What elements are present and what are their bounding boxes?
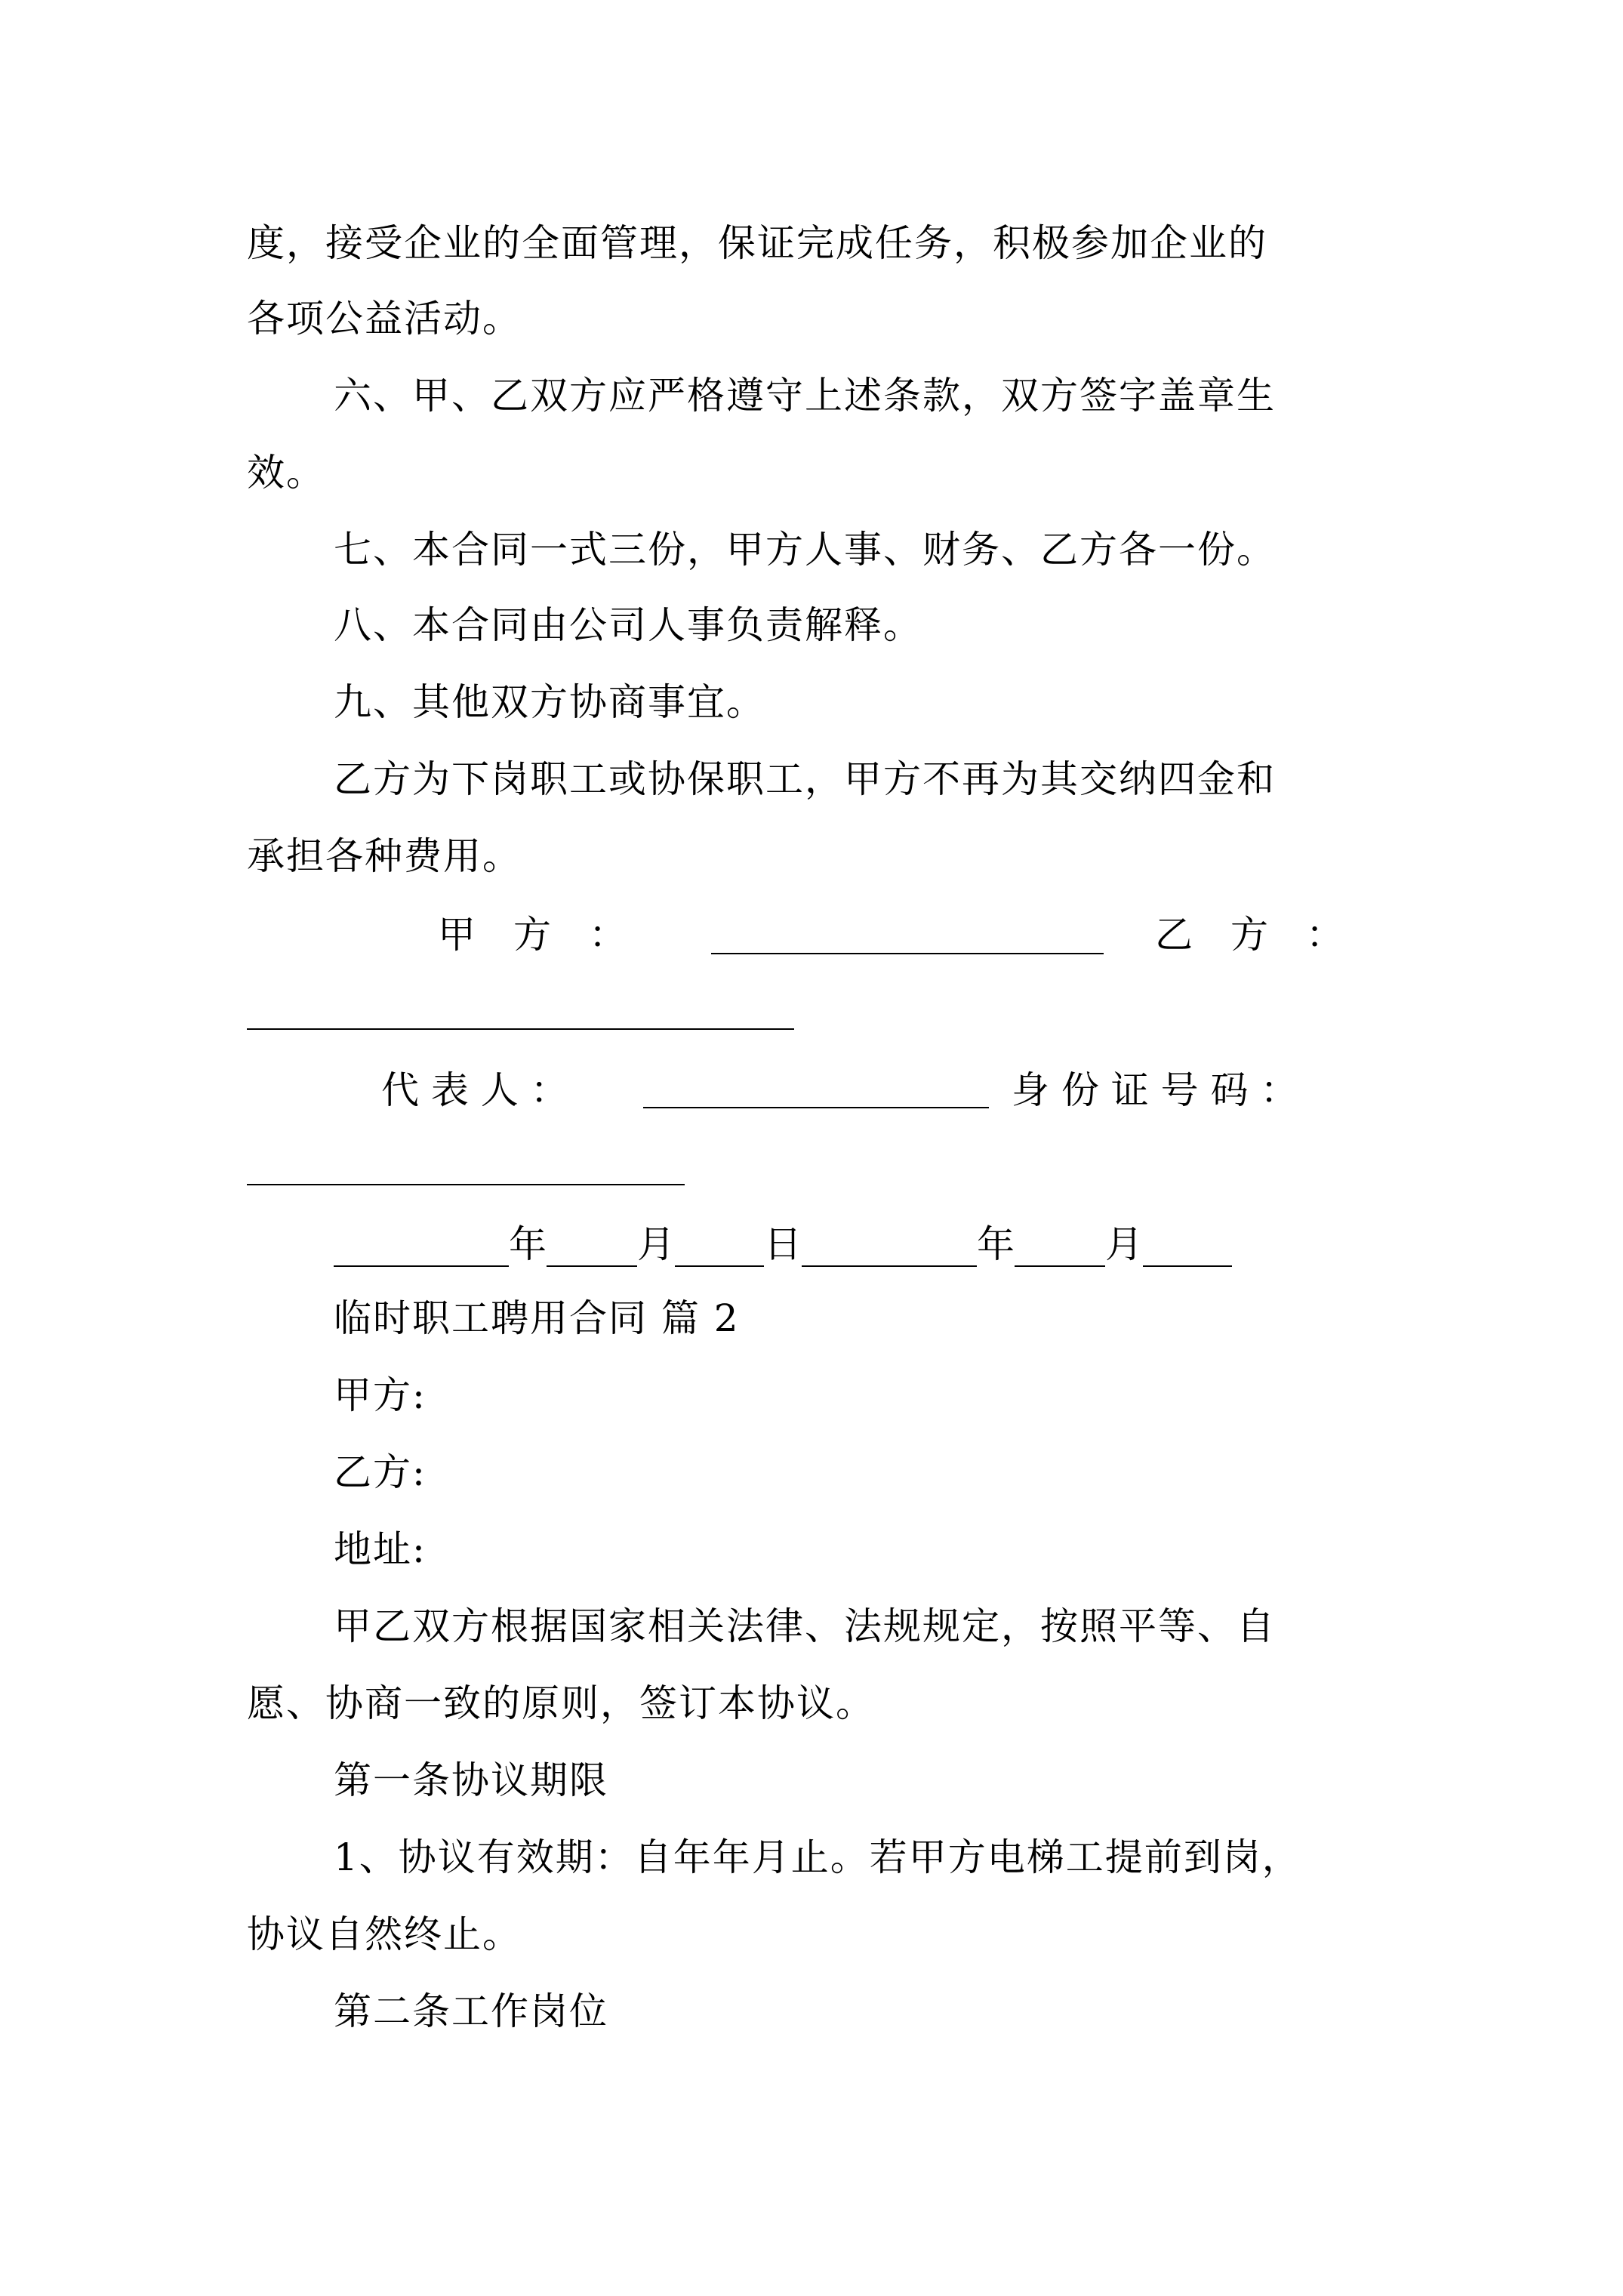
representative-signature-line [643, 1107, 989, 1108]
clause-seven: 七、本合同一式三份，甲方人事、财务、乙方各一份。 [334, 528, 1276, 572]
date-row [334, 1222, 1315, 1274]
article-one-item-cont: 协议自然终止。 [247, 1912, 522, 1956]
text-line: 承担各种费用。 [247, 834, 522, 878]
clause-nine: 九、其他双方协商事宜。 [334, 680, 765, 724]
year-blank-b [802, 1222, 977, 1267]
day-blank-a [675, 1222, 764, 1267]
month-label-a: 月 [637, 1222, 675, 1266]
party-b-field: 乙方: [334, 1450, 427, 1494]
month-blank-a [547, 1222, 637, 1267]
intro-paragraph-cont: 愿、协商一致的原则，签订本协议。 [247, 1681, 875, 1725]
day-label-a: 日 [764, 1222, 802, 1266]
party-b-signature-label: 乙 方 ： [1155, 913, 1344, 957]
address-field: 地址: [334, 1527, 427, 1571]
year-label-a: 年 [509, 1222, 547, 1266]
year-label-b: 年 [977, 1222, 1015, 1266]
party-a-signature-label: 甲 方 ： [438, 913, 627, 957]
clause-six: 六、甲、乙双方应严格遵守上述条款，双方签字盖章生 [334, 374, 1276, 418]
party-a-field: 甲方: [334, 1373, 427, 1417]
party-b-signature-line [247, 1028, 794, 1030]
representative-label: 代 表 人 ： [381, 1068, 568, 1112]
day-blank-b [1143, 1222, 1232, 1267]
month-label-b: 月 [1105, 1222, 1143, 1266]
text-line: 效。 [247, 451, 325, 495]
note-paragraph: 乙方为下岗职工或协保职工，甲方不再为其交纳四金和 [334, 757, 1276, 801]
intro-paragraph: 甲乙双方根据国家相关法律、法规规定，按照平等、自 [334, 1604, 1276, 1648]
id-number-line [247, 1184, 685, 1185]
month-blank-b [1015, 1222, 1105, 1267]
id-number-label: 身 份 证 号 码 ： [1012, 1068, 1298, 1112]
year-blank-a [334, 1222, 509, 1267]
article-one-title: 第一条协议期限 [334, 1758, 608, 1802]
party-a-signature-line [711, 953, 1104, 954]
text-line: 各项公益活动。 [247, 297, 522, 341]
text-line: 度，接受企业的全面管理，保证完成任务，积极参加企业的 [247, 221, 1267, 265]
article-two-title: 第二条工作岗位 [334, 1989, 608, 2033]
article-one-item: 1、协议有效期：自年年月止。若甲方电梯工提前到岗， [334, 1835, 1301, 1879]
clause-eight: 八、本合同由公司人事负责解释。 [334, 603, 922, 647]
section-title: 临时职工聘用合同 篇 2 [334, 1296, 740, 1340]
